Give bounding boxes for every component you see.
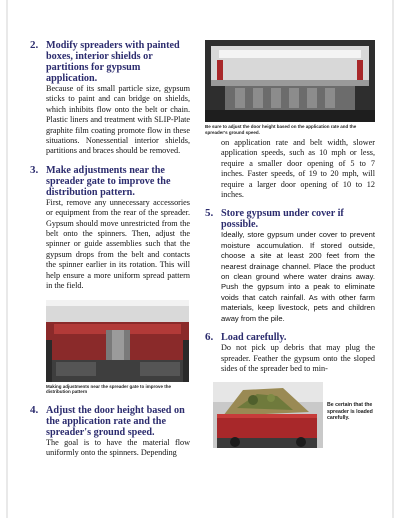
section-number: 2.	[30, 39, 39, 51]
section-number: 5.	[205, 207, 214, 220]
figure-spreader-gate	[46, 300, 189, 395]
figure-load-carefully	[213, 382, 383, 452]
right-column	[205, 40, 375, 452]
section-number: 6.	[205, 331, 214, 344]
page-edge-right	[392, 0, 394, 518]
section-6	[205, 332, 375, 374]
figure-door-height	[205, 40, 375, 135]
section-heading: Make adjustments near the spreader gate to improve the distribution pattern.	[46, 164, 171, 198]
spreader-gate-photo	[46, 300, 189, 382]
section-body: The goal is to have the material flow uniformly onto the spinners. Depending	[46, 437, 190, 457]
section-body: Because of its small particle size, gypsum sticks to paint and can bridge on shields, which inhibits flow onto the belt or chain. Plastic liners and treatment with SLIP-Plate graphite film coating promote flow in these situations. Nonessential interior shields, partitions and braces should be removed.	[46, 84, 190, 156]
section-5	[205, 208, 375, 324]
left-column	[30, 40, 190, 466]
section-heading: Store gypsum under cover if possible.	[221, 208, 344, 231]
figure-caption: Making adjustments near the spreader gate to improve the distribution pattern	[46, 383, 172, 394]
spreader-gate-illustration	[46, 300, 189, 382]
section-heading: Load carefully.	[221, 332, 287, 344]
section-body: First, remove any unnecessary accessories or equipment from the rear of the spreader. Gypsum should move unrestricted from the belt onto the spinners. Then, adjust the spinner or guide assemblies such that the gypsum drops from the belt and contacts the spinner earlier in its rotation. This will help ensure a more uniform spread pattern in the field.	[46, 197, 190, 291]
section-3	[30, 165, 190, 292]
door-height-illustration	[205, 40, 375, 122]
section-body: Ideally, store gypsum under cover to prevent moisture accumulation. If stored outside, choose a site at least 200 feet from the nearest drainage channel. Place the product on clean ground where water drains away. Push the gypsum into a peak to eliminate voids that catch rainfall. As with other farm materials, keep livestock, pets and children away from the pile.	[221, 230, 375, 323]
section-heading: Adjust the door height based on the application rate and the spreader's ground speed.	[46, 404, 185, 438]
section-heading: Modify spreaders with painted boxes, interior shields or partitions for gypsum application.	[46, 40, 180, 84]
figure-caption: Be sure to adjust the door height based on the application rate and the spreader's ground speed.	[205, 124, 357, 135]
section-body: on application rate and belt width, slower application speeds, such as 10 mph or less, require a smaller door opening of 5 to 7 inches. Faster speeds, of 19 to 20 mph, will require a larger door opening of 10 to 12 inches.	[221, 138, 375, 200]
figure-caption: Be certain that the spreader is loaded carefully.	[327, 402, 373, 422]
loaded-spreader-photo	[213, 382, 323, 448]
page-edge-left	[6, 0, 8, 518]
section-2	[30, 40, 190, 157]
loaded-spreader-illustration	[213, 382, 323, 448]
section-4-continued	[205, 138, 375, 200]
door-height-photo	[205, 40, 375, 122]
section-body: Do not pick up debris that may plug the spreader. Feather the gypsum onto the sloped sides of the spreader bed to min-	[221, 343, 375, 373]
section-4	[30, 405, 190, 459]
section-number: 4.	[30, 403, 39, 416]
section-number: 3.	[30, 163, 39, 176]
